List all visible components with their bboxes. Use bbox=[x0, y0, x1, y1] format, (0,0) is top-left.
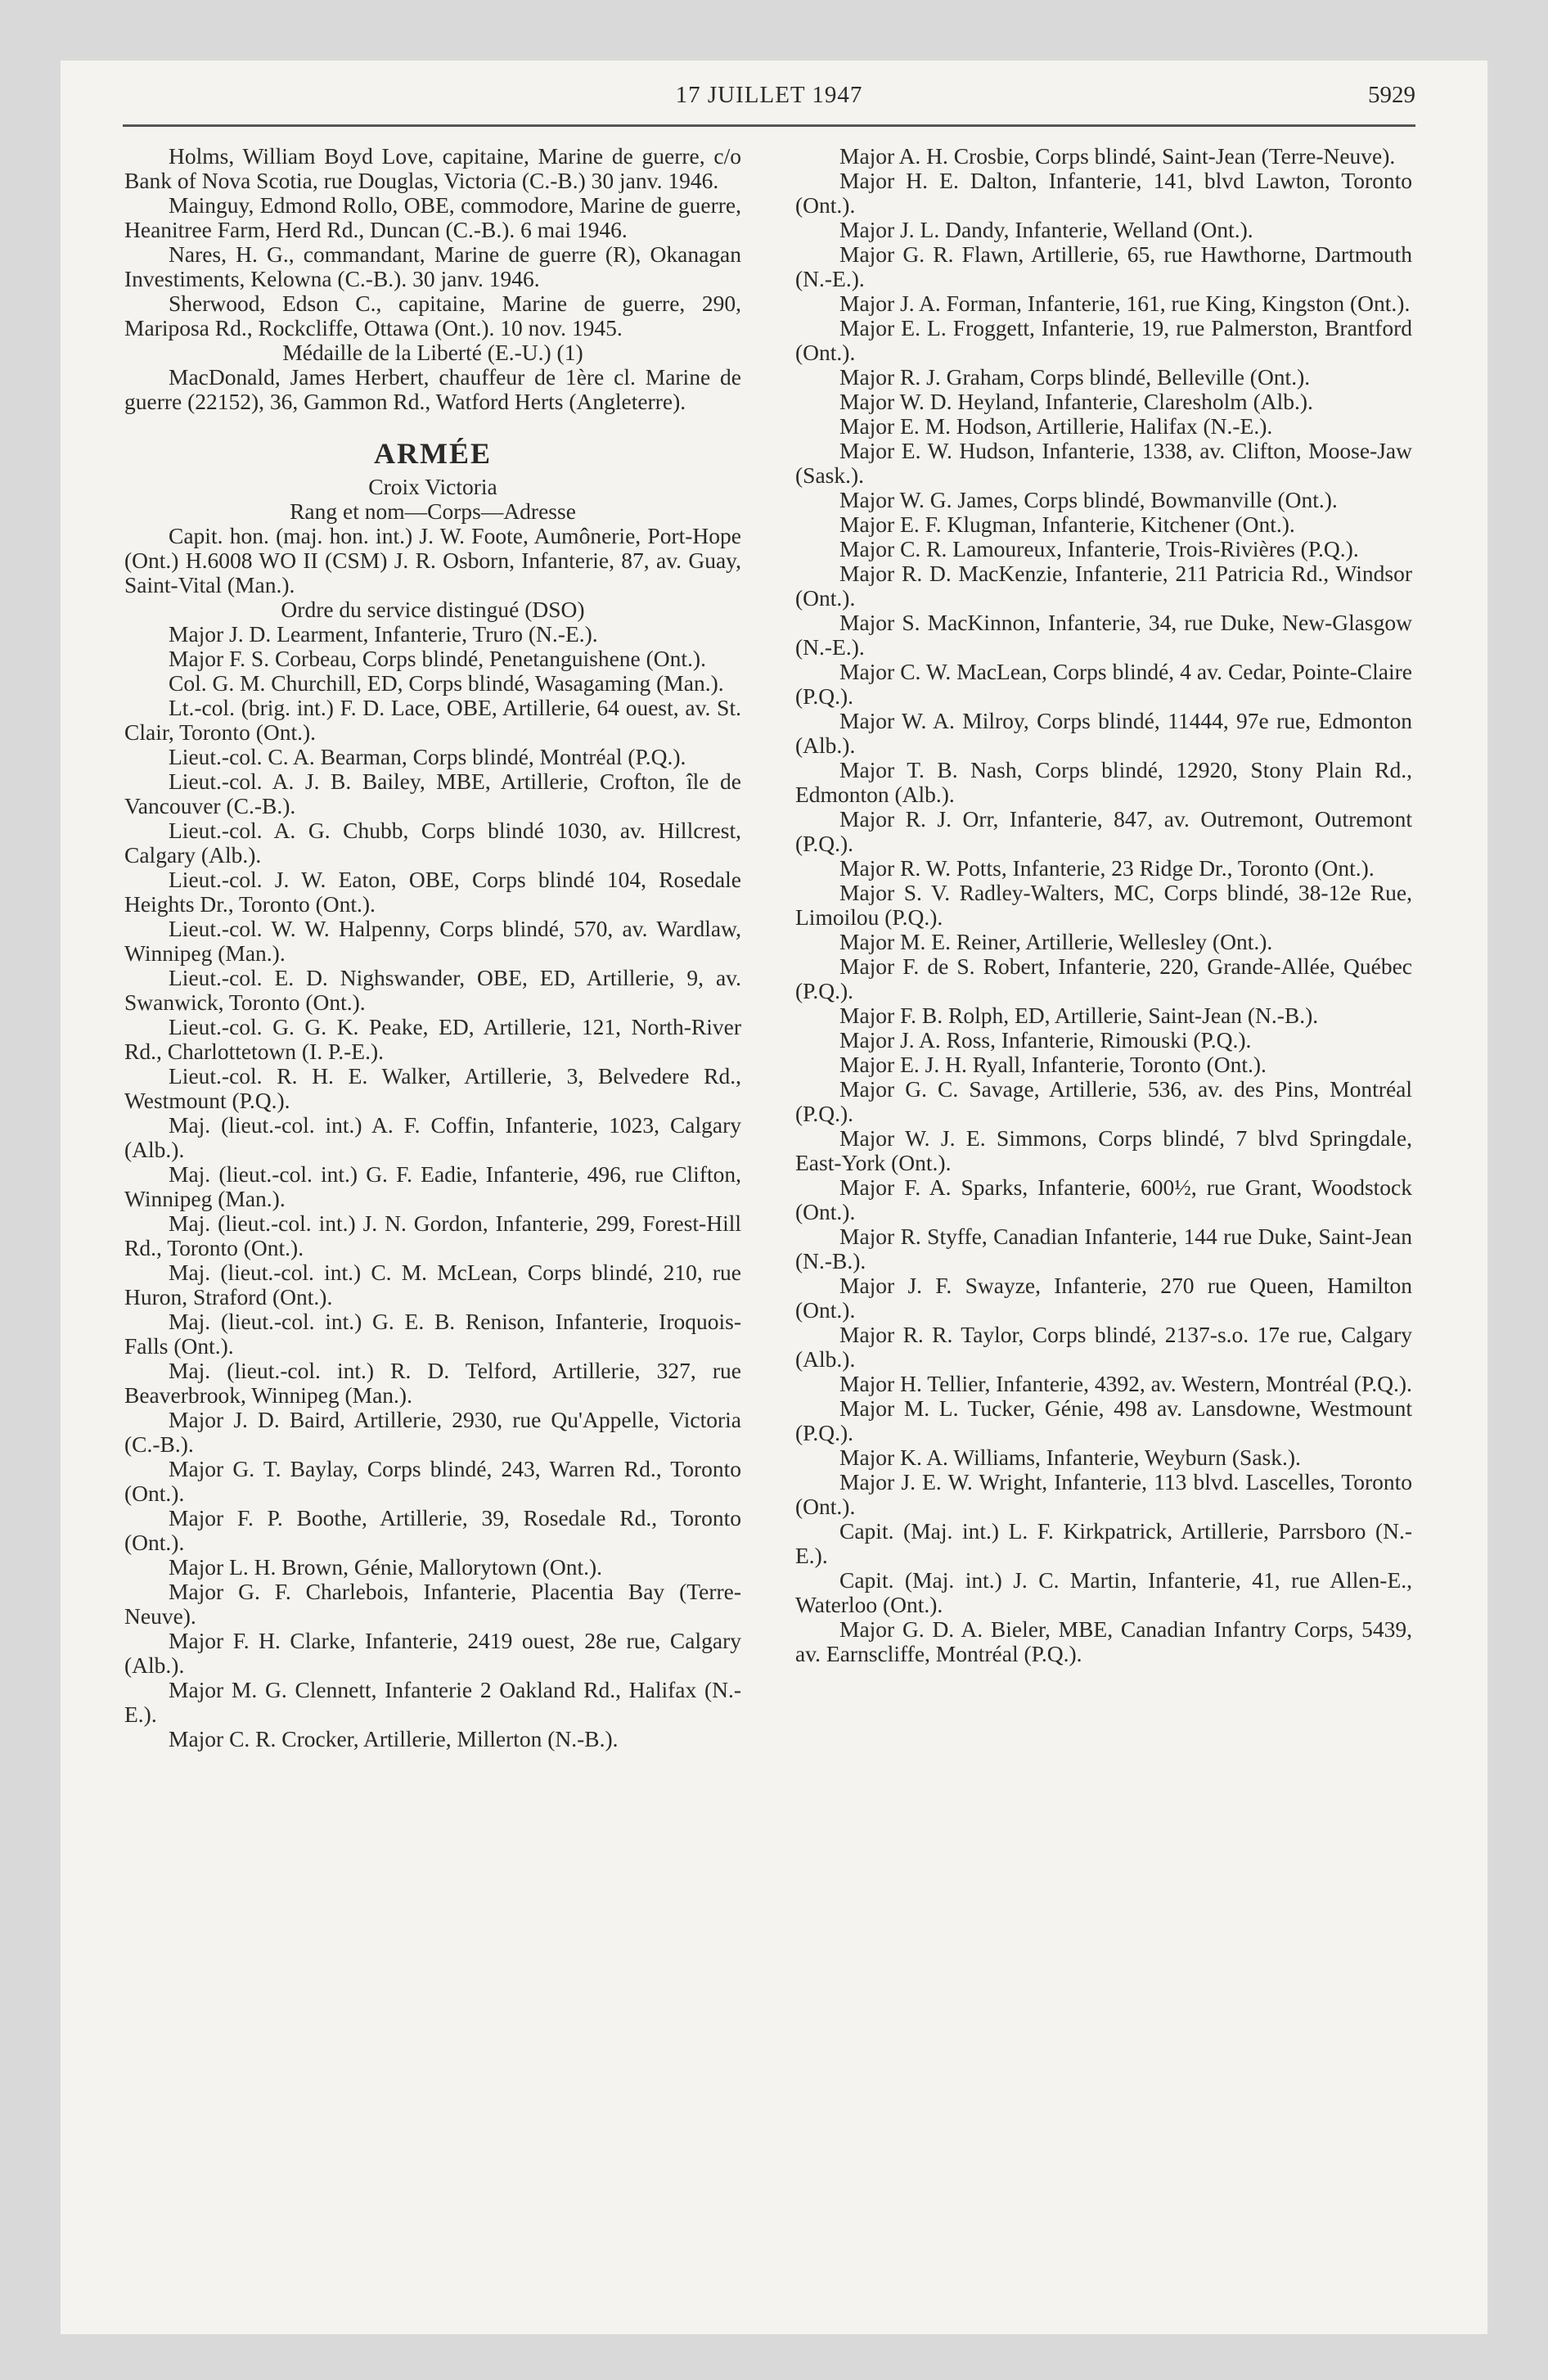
list-entry: Major F. B. Rolph, ED, Artillerie, Saint-Jean (N.-B.). bbox=[839, 1003, 1319, 1028]
list-entry: Lieut.-col. R. H. E. Walker, Artillerie, 3, Belvedere Rd., Westmount (P.Q.). bbox=[124, 1063, 741, 1113]
list-entry: Major S. V. Radley-Walters, MC, Corps blindé, 38-12e Rue, Limoilou (P.Q.). bbox=[795, 880, 1412, 930]
list-entry: Major C. R. Crocker, Artillerie, Millerton (N.-B.). bbox=[169, 1726, 619, 1751]
list-entry: Capit. (Maj. int.) J. C. Martin, Infanterie, 41, rue Allen-E., Waterloo (Ont.). bbox=[795, 1567, 1412, 1617]
list-entry: Maj. (lieut.-col. int.) G. F. Eadie, Infanterie, 496, rue Clifton, Winnipeg (Man.). bbox=[124, 1161, 741, 1211]
list-entry: Major W. G. James, Corps blindé, Bowmanville (Ont.). bbox=[839, 487, 1338, 512]
navy-awards-list bbox=[124, 144, 741, 340]
list-entry: Lieut.-col. G. G. K. Peake, ED, Artillerie, 121, North-River Rd., Charlottetown (I. P.-E.). bbox=[124, 1014, 741, 1064]
list-entry: Major G. F. Charlebois, Infanterie, Placentia Bay (Terre-Neuve). bbox=[124, 1579, 741, 1629]
list-entry: Maj. (lieut.-col. int.) J. N. Gordon, Infanterie, 299, Forest-Hill Rd., Toronto (Ont.). bbox=[124, 1210, 741, 1260]
list-entry: Capit. (Maj. int.) L. F. Kirkpatrick, Artillerie, Parrsboro (N.-E.). bbox=[795, 1518, 1412, 1568]
list-entry: Major E. M. Hodson, Artillerie, Halifax (N.-E.). bbox=[839, 413, 1273, 439]
list-entry: Major W. J. E. Simmons, Corps blindé, 7 blvd Springdale, East-York (Ont.). bbox=[795, 1125, 1412, 1175]
list-entry: Major G. D. A. Bieler, MBE, Canadian Infantry Corps, 5439, av. Earnscliffe, Montréal (P.Q.). bbox=[795, 1616, 1412, 1666]
list-entry: Major J. A. Forman, Infanterie, 161, rue King, Kingston (Ont.). bbox=[839, 291, 1411, 316]
list-entry: Major J. D. Learment, Infanterie, Truro (N.-E.). bbox=[169, 621, 598, 647]
medal-list bbox=[124, 365, 741, 414]
list-entry: Major E. W. Hudson, Infanterie, 1338, av. Clifton, Moose-Jaw (Sask.). bbox=[795, 438, 1412, 488]
list-entry: Major C. W. MacLean, Corps blindé, 4 av. Cedar, Pointe-Claire (P.Q.). bbox=[795, 659, 1412, 709]
vc-subheading: Rang et nom—Corps—Adresse bbox=[290, 498, 576, 524]
dso-heading: Ordre du service distingué (DSO) bbox=[281, 597, 585, 622]
list-entry: Mainguy, Edmond Rollo, OBE, commodore, Marine de guerre, Heanitree Farm, Herd Rd., Duncan (C.-B.). 6 mai 1946. bbox=[124, 192, 741, 242]
list-entry: Major J. L. Dandy, Infanterie, Welland (Ont.). bbox=[839, 217, 1253, 242]
list-entry: Col. G. M. Churchill, ED, Corps blindé, Wasagaming (Man.). bbox=[169, 670, 724, 696]
list-entry: Maj. (lieut.-col. int.) G. E. B. Renison, Infanterie, Iroquois-Falls (Ont.). bbox=[124, 1309, 741, 1359]
list-entry: Nares, H. G., commandant, Marine de guerre (R), Okanagan Investiments, Kelowna (C.-B.). 30 janv. 1946. bbox=[124, 241, 741, 291]
page-date: 17 JUILLET 1947 bbox=[675, 82, 863, 108]
section-title: ARMÉE bbox=[374, 437, 492, 470]
vc-list bbox=[124, 524, 741, 597]
list-entry: Major M. E. Reiner, Artillerie, Wellesley (Ont.). bbox=[839, 929, 1273, 954]
list-entry: Maj. (lieut.-col. int.) R. D. Telford, Artillerie, 327, rue Beaverbrook, Winnipeg (Man.). bbox=[124, 1358, 741, 1408]
list-entry: Major K. A. Williams, Infanterie, Weyburn (Sask.). bbox=[839, 1445, 1301, 1470]
list-entry: Major F. S. Corbeau, Corps blindé, Penetanguishene (Ont.). bbox=[169, 646, 706, 671]
list-entry: Lieut.-col. C. A. Bearman, Corps blindé, Montréal (P.Q.). bbox=[169, 744, 686, 769]
page-number: 5929 bbox=[1368, 82, 1415, 108]
medal-heading: Médaille de la Liberté (E.-U.) (1) bbox=[282, 340, 583, 365]
list-entry: Major M. G. Clennett, Infanterie 2 Oakland Rd., Halifax (N.-E.). bbox=[124, 1677, 741, 1727]
list-entry: Sherwood, Edson C., capitaine, Marine de guerre, 290, Mariposa Rd., Rockcliffe, Ottawa (Ont.). 10 nov. 1945. bbox=[124, 291, 741, 340]
list-entry: Major W. A. Milroy, Corps blindé, 11444, 97e rue, Edmonton (Alb.). bbox=[795, 708, 1412, 758]
list-entry: Major R. Styffe, Canadian Infanterie, 144 rue Duke, Saint-Jean (N.-B.). bbox=[795, 1224, 1412, 1273]
list-entry: Capit. hon. (maj. hon. int.) J. W. Foote, Aumônerie, Port-Hope (Ont.) H.6008 WO II (CSM) J. R. Osborn, Infanterie, 87, av. Guay, Saint-Vital (Man.). bbox=[124, 523, 741, 597]
list-entry: Major R. D. MacKenzie, Infanterie, 211 Patricia Rd., Windsor (Ont.). bbox=[795, 561, 1412, 611]
header-rule bbox=[123, 124, 1415, 127]
list-entry: Major M. L. Tucker, Génie, 498 av. Lansdowne, Westmount (P.Q.). bbox=[795, 1395, 1412, 1445]
list-entry: Major S. MacKinnon, Infanterie, 34, rue Duke, New-Glasgow (N.-E.). bbox=[795, 610, 1412, 660]
list-entry: Major J. D. Baird, Artillerie, 2930, rue Qu'Appelle, Victoria (C.-B.). bbox=[124, 1407, 741, 1457]
list-entry: Major A. H. Crosbie, Corps blindé, Saint-Jean (Terre-Neuve). bbox=[839, 143, 1396, 169]
list-entry: Major E. F. Klugman, Infanterie, Kitchener (Ont.). bbox=[839, 512, 1295, 537]
list-entry: Major E. L. Froggett, Infanterie, 19, rue Palmerston, Brantford (Ont.). bbox=[795, 315, 1412, 365]
list-entry: Holms, William Boyd Love, capitaine, Marine de guerre, c/o Bank of Nova Scotia, rue Douglas, Victoria (C.-B.) 30 janv. 1946. bbox=[124, 143, 741, 193]
list-entry: Maj. (lieut.-col. int.) A. F. Coffin, Infanterie, 1023, Calgary (Alb.). bbox=[124, 1112, 741, 1162]
list-entry: Major F. A. Sparks, Infanterie, 600½, rue Grant, Woodstock (Ont.). bbox=[795, 1174, 1412, 1224]
list-entry: MacDonald, James Herbert, chauffeur de 1ère cl. Marine de guerre (22152), 36, Gammon Rd., Watford Herts (Angleterre). bbox=[124, 364, 741, 414]
dso-list-continued bbox=[795, 144, 1412, 1666]
right-column bbox=[795, 144, 1412, 1666]
list-entry: Major W. D. Heyland, Infanterie, Claresholm (Alb.). bbox=[839, 389, 1313, 414]
list-entry: Major G. R. Flawn, Artillerie, 65, rue Hawthorne, Dartmouth (N.-E.). bbox=[795, 241, 1412, 291]
list-entry: Major G. C. Savage, Artillerie, 536, av. des Pins, Montréal (P.Q.). bbox=[795, 1076, 1412, 1126]
list-entry: Major G. T. Baylay, Corps blindé, 243, Warren Rd., Toronto (Ont.). bbox=[124, 1456, 741, 1506]
list-entry: Major F. P. Boothe, Artillerie, 39, Rosedale Rd., Toronto (Ont.). bbox=[124, 1505, 741, 1555]
list-entry: Maj. (lieut.-col. int.) C. M. McLean, Corps blindé, 210, rue Huron, Straford (Ont.). bbox=[124, 1260, 741, 1309]
list-entry: Major R. J. Graham, Corps blindé, Belleville (Ont.). bbox=[839, 364, 1311, 390]
list-entry: Major E. J. H. Ryall, Infanterie, Toronto (Ont.). bbox=[839, 1052, 1267, 1077]
list-entry: Lieut.-col. E. D. Nighswander, OBE, ED, Artillerie, 9, av. Swanwick, Toronto (Ont.). bbox=[124, 965, 741, 1015]
list-entry: Major R. J. Orr, Infanterie, 847, av. Outremont, Outremont (P.Q.). bbox=[795, 806, 1412, 856]
list-entry: Lieut.-col. A. G. Chubb, Corps blindé 1030, av. Hillcrest, Calgary (Alb.). bbox=[124, 818, 741, 868]
list-entry: Major J. A. Ross, Infanterie, Rimouski (P.Q.). bbox=[839, 1027, 1252, 1053]
list-entry: Major J. E. W. Wright, Infanterie, 113 blvd. Lascelles, Toronto (Ont.). bbox=[795, 1469, 1412, 1519]
list-entry: Major C. R. Lamoureux, Infanterie, Trois-Rivières (P.Q.). bbox=[839, 536, 1359, 561]
page-header bbox=[123, 82, 1415, 115]
list-entry: Major F. de S. Robert, Infanterie, 220, Grande-Allée, Québec (P.Q.). bbox=[795, 953, 1412, 1003]
list-entry: Major R. W. Potts, Infanterie, 23 Ridge Dr., Toronto (Ont.). bbox=[839, 855, 1375, 881]
list-entry: Major H. Tellier, Infanterie, 4392, av. Western, Montréal (P.Q.). bbox=[839, 1371, 1412, 1396]
list-entry: Major T. B. Nash, Corps blindé, 12920, Stony Plain Rd., Edmonton (Alb.). bbox=[795, 757, 1412, 807]
list-entry: Major L. H. Brown, Génie, Mallorytown (Ont.). bbox=[169, 1554, 603, 1580]
list-entry: Major J. F. Swayze, Infanterie, 270 rue Queen, Hamilton (Ont.). bbox=[795, 1273, 1412, 1323]
vc-heading: Croix Victoria bbox=[368, 474, 497, 499]
list-entry: Lt.-col. (brig. int.) F. D. Lace, OBE, Artillerie, 64 ouest, av. St. Clair, Toronto (Ont.). bbox=[124, 695, 741, 745]
list-entry: Lieut.-col. J. W. Eaton, OBE, Corps blindé 104, Rosedale Heights Dr., Toronto (Ont.). bbox=[124, 867, 741, 917]
list-entry: Lieut.-col. A. J. B. Bailey, MBE, Artillerie, Crofton, île de Vancouver (C.-B.). bbox=[124, 769, 741, 818]
left-column bbox=[124, 144, 741, 1751]
list-entry: Lieut.-col. W. W. Halpenny, Corps blindé, 570, av. Wardlaw, Winnipeg (Man.). bbox=[124, 916, 741, 966]
list-entry: Major R. R. Taylor, Corps blindé, 2137-s.o. 17e rue, Calgary (Alb.). bbox=[795, 1322, 1412, 1372]
list-entry: Major F. H. Clarke, Infanterie, 2419 ouest, 28e rue, Calgary (Alb.). bbox=[124, 1628, 741, 1678]
list-entry: Major H. E. Dalton, Infanterie, 141, blvd Lawton, Toronto (Ont.). bbox=[795, 168, 1412, 218]
dso-list bbox=[124, 622, 741, 1751]
